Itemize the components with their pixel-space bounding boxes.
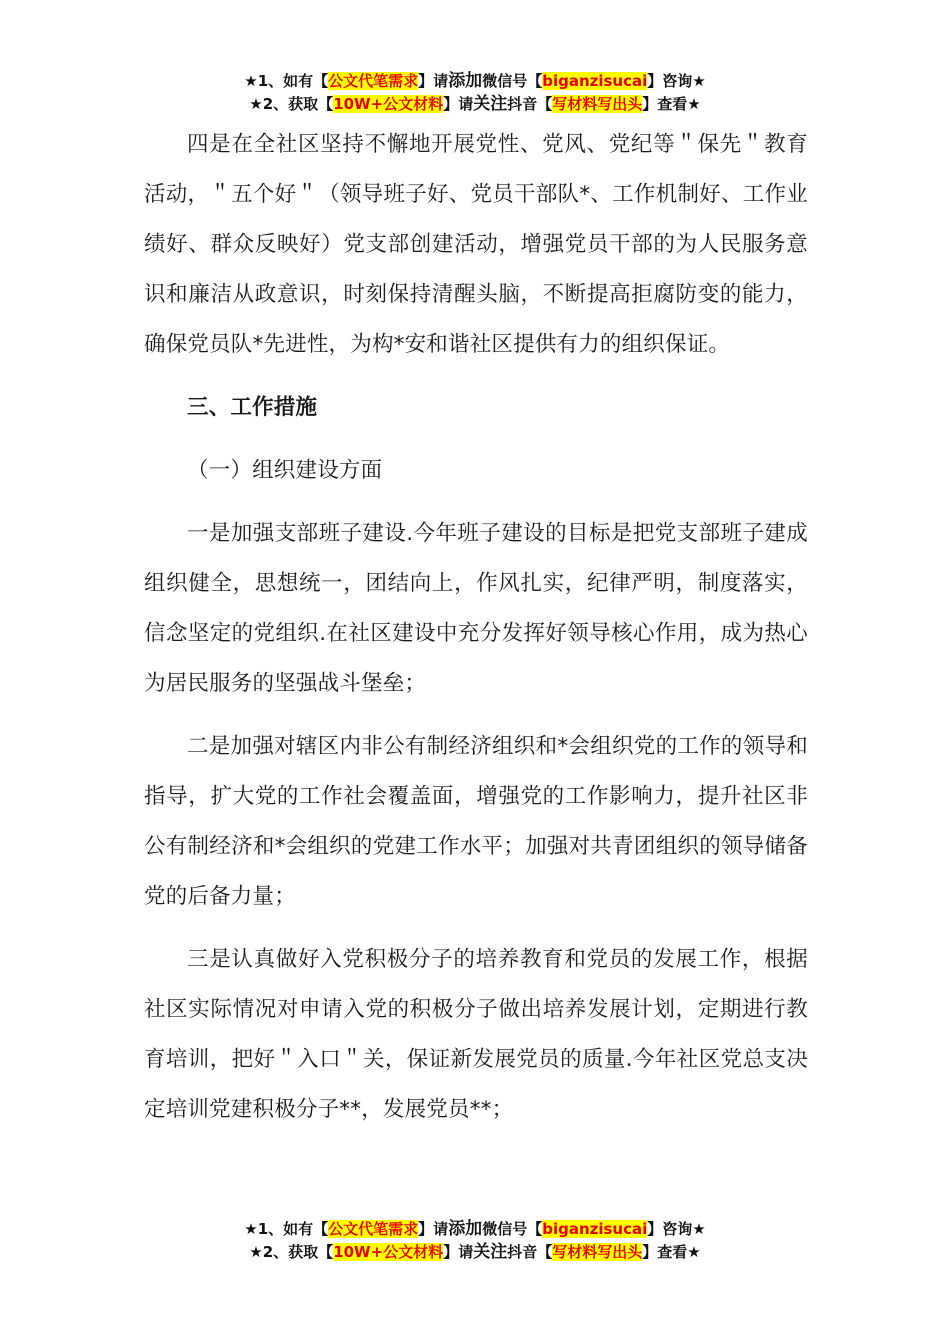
paragraph-3: 二是加强对辖区内非公有制经济组织和*会组织党的工作的领导和指导，扩大党的工作社会覆盖面，增强党的工作影响力，提升社区非公有制经济和*会组织的党建工作水平；加强对共青团组织的领导储备党的后备力量； <box>144 734 808 909</box>
banner-emphasis: 添加 <box>448 71 483 91</box>
banner-highlight: biganzisucai <box>542 1220 648 1238</box>
banner-text: 】请 <box>418 72 449 90</box>
banner-highlight: 10W+公文材料 <box>333 95 444 113</box>
banner-text: 】查看★ <box>642 95 701 113</box>
subsection-heading: （一）组织建设方面 <box>187 458 383 483</box>
banner-text: ★2、获取【 <box>249 1243 334 1261</box>
banner-text: 微信号【 <box>482 1220 543 1238</box>
banner-text: 】请 <box>443 1243 474 1261</box>
banner-text: ★2、获取【 <box>249 95 334 113</box>
footer-banner <box>0 1218 950 1264</box>
banner-line-1 <box>0 70 950 93</box>
banner-highlight: 写材料写出头 <box>552 95 643 113</box>
banner-text: 抖音【 <box>507 95 553 113</box>
banner-text: 】请 <box>443 95 474 113</box>
banner-line-2 <box>0 93 950 116</box>
paragraph-4: 三是认真做好入党积极分子的培养教育和党员的发展工作，根据社区实际情况对申请入党的积极分子做出培养发展计划，定期进行教育培训，把好＂入口＂关，保证新发展党员的质量.今年社区党总支决定培训党建积极分子**，发展党员**； <box>144 947 808 1122</box>
paragraph-1: 四是在全社区坚持不懈地开展党性、党风、党纪等＂保先＂教育活动，＂五个好＂（领导班子好、党员干部队*、工作机制好、工作业绩好、群众反映好）党支部创建活动，增强党员干部的为人民服务意识和廉洁从政意识，时刻保持清醒头脑，不断提高拒腐防变的能力，确保党员队*先进性，为构*安和谐社区提供有力的组织保证。 <box>144 132 808 357</box>
banner-line-2 <box>0 1241 950 1264</box>
banner-text: 】查看★ <box>642 1243 701 1261</box>
banner-text: 微信号【 <box>482 72 543 90</box>
banner-highlight: biganzisucai <box>542 72 648 90</box>
banner-text: ★1、如有【 <box>244 1220 329 1238</box>
document-body <box>144 120 808 1135</box>
banner-text: 】咨询★ <box>647 1220 706 1238</box>
banner-emphasis: 关注 <box>473 1242 508 1262</box>
banner-highlight: 写材料写出头 <box>552 1243 643 1261</box>
banner-emphasis: 添加 <box>448 1219 483 1239</box>
banner-line-1 <box>0 1218 950 1241</box>
banner-text: ★1、如有【 <box>244 72 329 90</box>
paragraph-2: 一是加强支部班子建设.今年班子建设的目标是把党支部班子建成组织健全，思想统一，团结向上，作风扎实，纪律严明，制度落实，信念坚定的党组织.在社区建设中充分发挥好领导核心作用，成为热心为居民服务的坚强战斗堡垒； <box>144 521 808 696</box>
banner-highlight: 10W+公文材料 <box>333 1243 444 1261</box>
banner-text: 抖音【 <box>507 1243 553 1261</box>
banner-text: 】请 <box>418 1220 449 1238</box>
banner-highlight: 公文代笔需求 <box>328 1220 419 1238</box>
banner-highlight: 公文代笔需求 <box>328 72 419 90</box>
section-heading: 三、工作措施 <box>187 395 318 420</box>
banner-text: 】咨询★ <box>647 72 706 90</box>
banner-emphasis: 关注 <box>473 94 508 114</box>
header-banner <box>0 70 950 116</box>
